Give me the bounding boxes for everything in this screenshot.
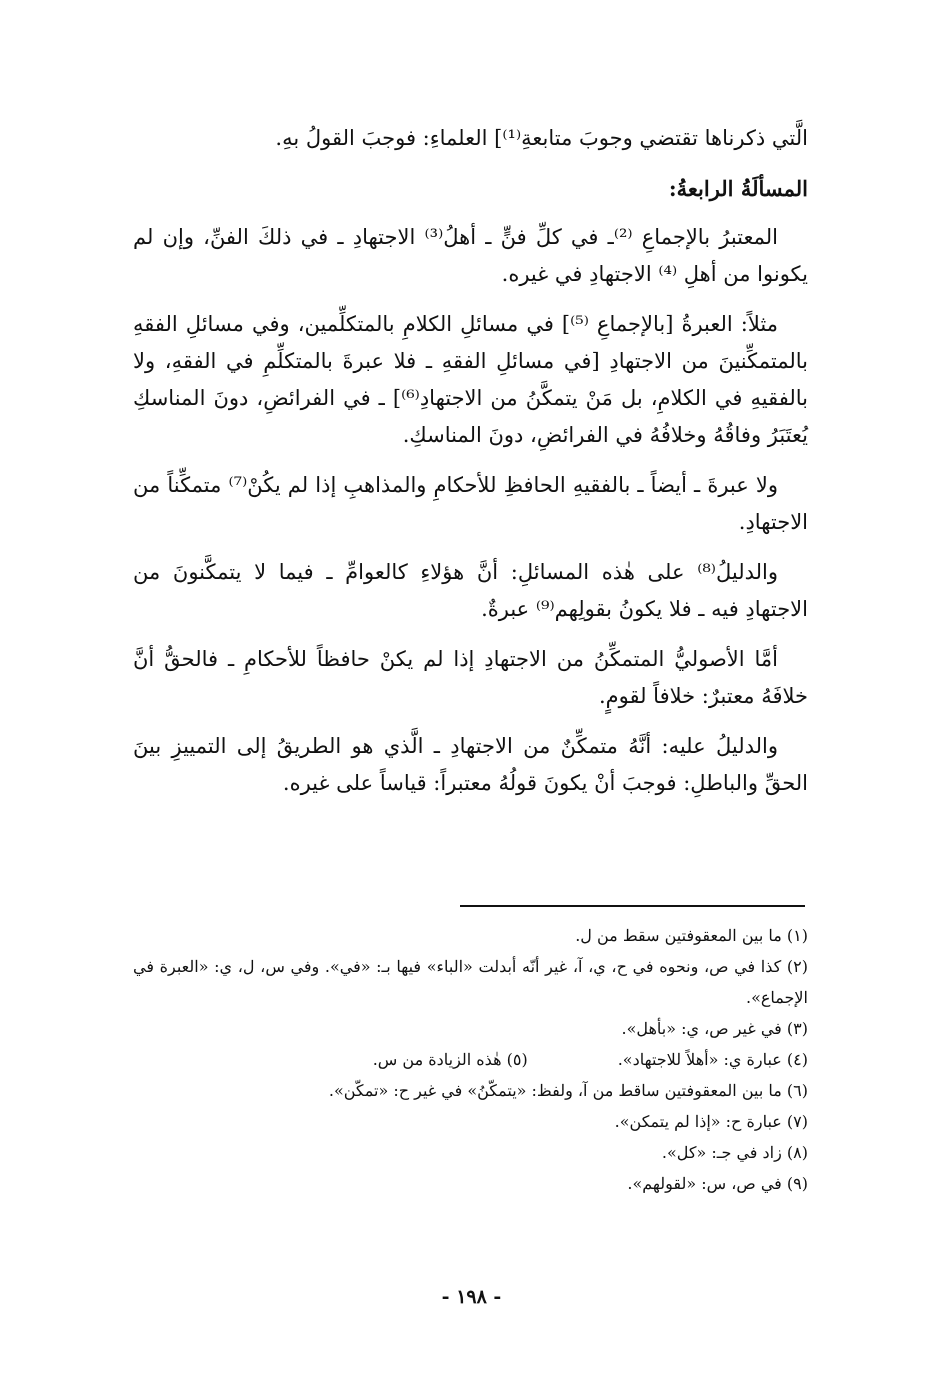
footnote-6: (٦) ما بين المعقوفتين ساقط من آ، ولفظ: «يتمكّنُ» في غير ح: «تمكّن». (328, 1081, 808, 1100)
paragraph-1: المعتبرُ بالإجماعِ ⁽²⁾ـ في كلِّ فنٍّ ـ أهلُ⁽³⁾ الاجتهادِ ـ في ذلكَ الفنِّ، وإن لم يكونوا من أهلِ ⁽⁴⁾ الاجتهادِ في غيره. (133, 225, 808, 286)
footnotes (133, 920, 808, 1199)
paragraph-5: أمَّا الأصوليُّ المتمكِّنُ من الاجتهادِ إذا لم يكنْ حافظاً للأحكامِ ـ فالحقُّ أنَّ خلافَهُ معتبرٌ: خلافاً لقومٍ. (133, 647, 808, 708)
footnote-divider (460, 905, 805, 907)
footnote-row-4-5 (133, 1044, 808, 1075)
footnote-2: (٢) كذا في ص، ونحوه في ح، ي، آ، غير أنّه أبدلت «الباء» فيها بـ: «في». وفي س، ل، ي: «العبرة في الإجماع». (133, 957, 808, 1007)
footnote-3: (٣) في غير ص، ي: «بأهل». (621, 1019, 808, 1038)
paragraph-continuation: الَّتي ذكرناها تقتضي وجوبَ متابعةِ⁽¹⁾] العلماءِ: فوجبَ القولُ بهِ. (275, 126, 808, 150)
footnote-4: (٤) عبارة ي: «أهلاً للاجتهاد». (617, 1050, 808, 1069)
paragraph-2: مثلاً: العبرةُ [بالإجماعِ ⁽⁵⁾] في مسائلِ الكلامِ بالمتكلِّمين، وفي مسائلِ الفقهِ بالمتمكِّنينَ من الاجتهادِ [في مسائلِ الفقهِ ـ فلا عبرةَ بالمتكلِّمِ في الفقهِ، ولا بالفقيهِ في الكلامِ، بل مَنْ يتمكَّنُ من الاجتهادِ⁽⁶⁾] ـ في الفرائضِ، دونَ المناسكِ يُعتَبَرُ وفاقُهُ وخلافُهُ في الفرائضِ، دونَ المناسكِ. (133, 312, 808, 447)
footnote-1: (١) ما بين المعقوفتين سقط من ل. (575, 926, 808, 945)
paragraph-4: والدليلُ⁽⁸⁾ على هٰذه المسائلِ: أنَّ هؤلاءِ كالعوامِّ ـ فيما لا يتمكَّنونَ من الاجتهادِ فيه ـ فلا يكونُ بقولِهم⁽⁹⁾ عبرةٌ. (133, 560, 808, 621)
section-heading: المسألَةُ الرابعةُ: (668, 176, 808, 201)
main-text (133, 120, 808, 815)
footnote-7: (٧) عبارة ح: «إذا لم يتمكن». (614, 1112, 808, 1131)
footnote-8: (٨) زاد في جـ: «كل». (661, 1143, 808, 1162)
paragraph-6: والدليلُ عليه: أنَّهُ متمكِّنٌ من الاجتهادِ ـ الَّذي هو الطريقُ إلى التمييزِ بينَ الحقِّ والباطلِ: فوجبَ أنْ يكونَ قولُهُ معتبراً: قياساً على غيره. (133, 734, 808, 795)
footnote-5: (٥) هٰذه الزيادة من س. (372, 1050, 528, 1069)
paragraph-3: ولا عبرةَ ـ أيضاً ـ بالفقيهِ الحافظِ للأحكامِ والمذاهبِ إذا لم يكُنْ⁽⁷⁾ متمكِّناً من الاجتهادِ. (133, 473, 808, 534)
footnote-9: (٩) في ص، س: «لقولهم». (627, 1174, 808, 1193)
page-number: - ١٩٨ - (441, 1286, 502, 1308)
